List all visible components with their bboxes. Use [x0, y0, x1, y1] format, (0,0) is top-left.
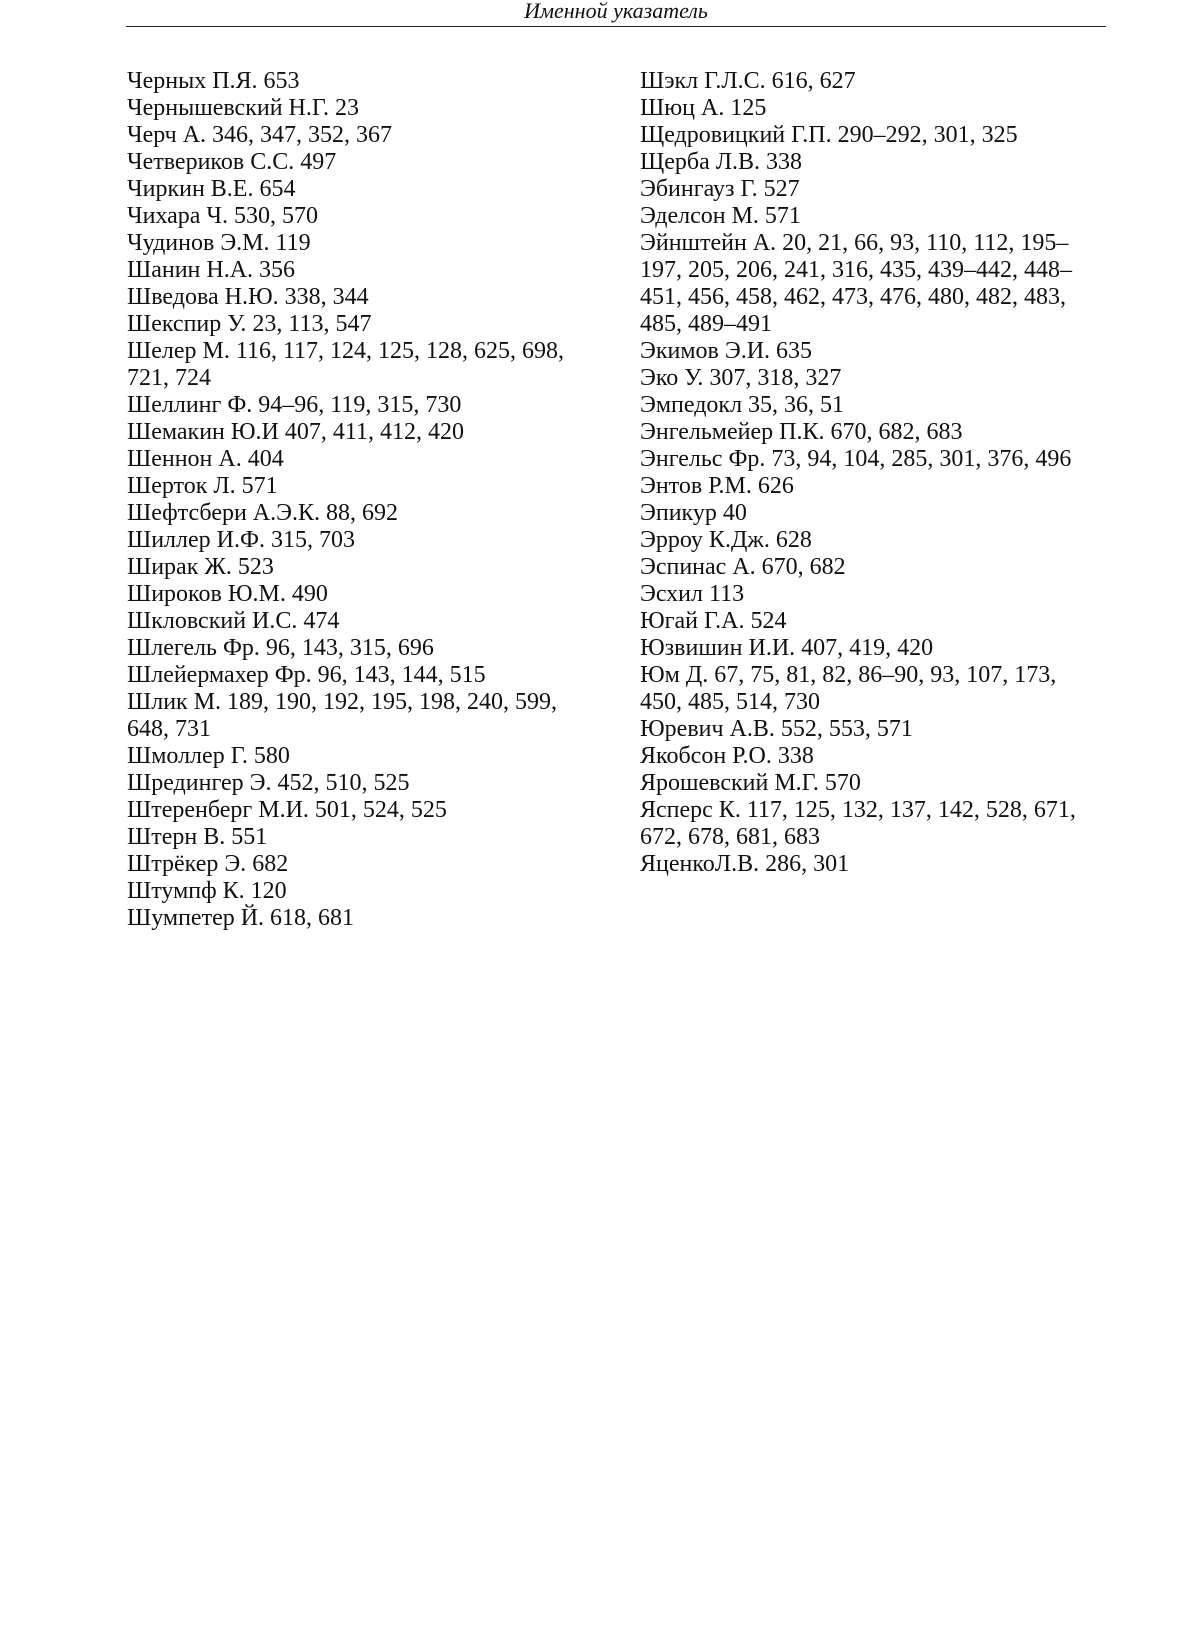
index-entry: Ясперс К. 117, 125, 132, 137, 142, 528, 671, 672, 678, 681, 683 [640, 797, 1076, 850]
index-entry: Ярошевский М.Г. 570 [640, 770, 861, 796]
index-entry: Энгельс Фр. 73, 94, 104, 285, 301, 376, 496 [640, 446, 1072, 472]
index-entry: Четвериков С.С. 497 [127, 149, 337, 175]
index-entry: Эйнштейн А. 20, 21, 66, 93, 110, 112, 195–197, 205, 206, 241, 316, 435, 439–442, 448–451, 456, 458, 462, 473, 476, 480, 482, 483, 485, 489–491 [640, 230, 1072, 337]
index-entry: Эделсон М. 571 [640, 203, 801, 229]
index-entry: Шведова Н.Ю. 338, 344 [127, 284, 369, 310]
index-entry: Якобсон Р.О. 338 [640, 743, 814, 769]
index-entry: Юзвишин И.И. 407, 419, 420 [640, 635, 934, 661]
index-entry: Черч А. 346, 347, 352, 367 [127, 122, 393, 148]
index-entry: ЯценкоЛ.В. 286, 301 [640, 851, 850, 877]
index-entry: Шумпетер Й. 618, 681 [127, 905, 355, 931]
index-entry: Чихара Ч. 530, 570 [127, 203, 319, 229]
index-entry: Экимов Э.И. 635 [640, 338, 813, 364]
index-entry: Шлейермахер Фр. 96, 143, 144, 515 [127, 662, 486, 688]
index-entry: Чиркин В.Е. 654 [127, 176, 296, 202]
index-entry: Энтов Р.М. 626 [640, 473, 794, 499]
index-entry: Ширак Ж. 523 [127, 554, 274, 580]
index-entry: Шеннон А. 404 [127, 446, 284, 472]
index-entry: Шеллинг Ф. 94–96, 119, 315, 730 [127, 392, 462, 418]
index-entry: Эбингауз Г. 527 [640, 176, 800, 202]
index-entry: Широков Ю.М. 490 [127, 581, 328, 607]
index-entry: Шанин Н.А. 356 [127, 257, 296, 283]
index-entry: Шюц А. 125 [640, 95, 767, 121]
index-entry: Чудинов Э.М. 119 [127, 230, 311, 256]
index-entry: Эспинас А. 670, 682 [640, 554, 846, 580]
index-entry: Эко У. 307, 318, 327 [640, 365, 842, 391]
index-entry: Эмпедокл 35, 36, 51 [640, 392, 845, 418]
index-entry: Штерн В. 551 [127, 824, 268, 850]
index-entry: Шемакин Ю.И 407, 411, 412, 420 [127, 419, 464, 445]
index-entry: Юревич А.В. 552, 553, 571 [640, 716, 913, 742]
index-entry: Черных П.Я. 653 [127, 68, 300, 94]
index-entry: Шредингер Э. 452, 510, 525 [127, 770, 410, 796]
index-entry: Шлегель Фр. 96, 143, 315, 696 [127, 635, 434, 661]
index-entry: Шекспир У. 23, 113, 547 [127, 311, 372, 337]
index-entry: Чернышевский Н.Г. 23 [127, 95, 360, 121]
index-entry: Энгельмейер П.К. 670, 682, 683 [640, 419, 963, 445]
index-entry: Шэкл Г.Л.С. 616, 627 [640, 68, 856, 94]
running-head-title: Именной указатель [126, 0, 1106, 27]
index-entry: Юм Д. 67, 75, 81, 82, 86–90, 93, 107, 173, 450, 485, 514, 730 [640, 662, 1057, 715]
index-entry: Штумпф К. 120 [127, 878, 287, 904]
index-entry: Шлик М. 189, 190, 192, 195, 198, 240, 599, 648, 731 [127, 689, 558, 742]
index-entry: Штеренберг М.И. 501, 524, 525 [127, 797, 447, 823]
index-entry: Эсхил 113 [640, 581, 745, 607]
index-column-left [127, 68, 577, 932]
index-entry: Шиллер И.Ф. 315, 703 [127, 527, 355, 553]
index-entry: Шефтсбери А.Э.К. 88, 692 [127, 500, 399, 526]
index-entry: Шмоллер Г. 580 [127, 743, 290, 769]
index-entry: Югай Г.А. 524 [640, 608, 787, 634]
index-entry: Шерток Л. 571 [127, 473, 278, 499]
index-entry: Щедровицкий Г.П. 290–292, 301, 325 [640, 122, 1018, 148]
index-entry: Эпикур 40 [640, 500, 747, 526]
index-entry: Шкловский И.С. 474 [127, 608, 340, 634]
index-entry: Шелер М. 116, 117, 124, 125, 128, 625, 698, 721, 724 [127, 338, 565, 391]
index-column-right [640, 68, 1100, 878]
index-entry: Щерба Л.В. 338 [640, 149, 803, 175]
index-entry: Эрроу К.Дж. 628 [640, 527, 812, 553]
index-entry: Штрёкер Э. 682 [127, 851, 289, 877]
